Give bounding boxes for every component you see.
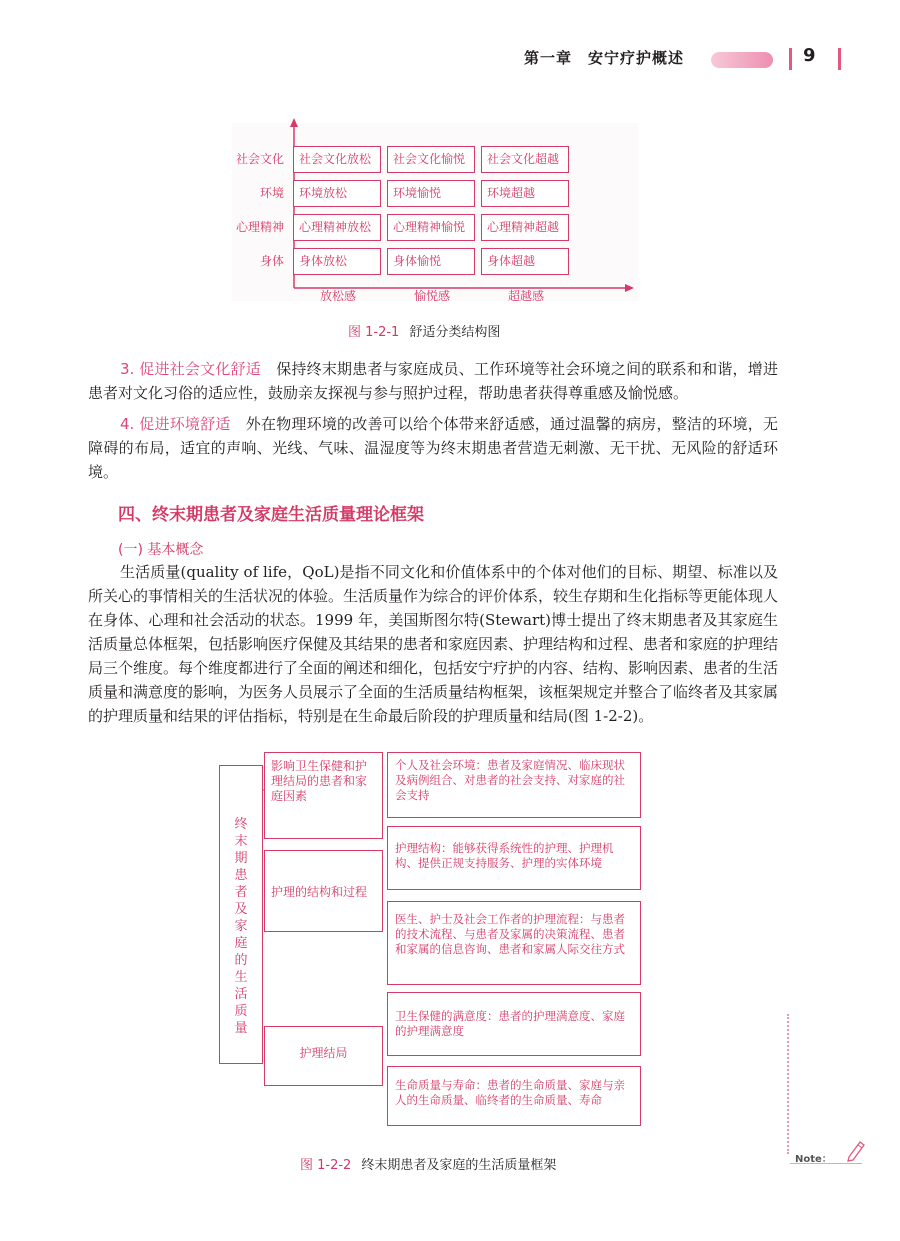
- cell-body-relax: 身体放松: [293, 248, 381, 275]
- header-decor-bar: [711, 52, 773, 68]
- framework-root-label: 终末期患者及家庭的生活质量: [234, 817, 248, 1036]
- page-number: 9: [803, 45, 816, 66]
- detail-care-satisfaction: 卫生保健的满意度：患者的护理满意度、家庭的护理满意度: [387, 992, 641, 1056]
- note-margin-line: [787, 1014, 789, 1154]
- cell-social-relax: 社会文化放松: [293, 146, 381, 173]
- note-underline: [790, 1163, 862, 1164]
- figure2-caption: [300, 1154, 556, 1173]
- framework-root-box: [219, 765, 263, 1064]
- detail-social-environment: 个人及社会环境：患者及家庭情况、临床现状及病例组合、对患者的社会支持、对家庭的社会支持: [387, 752, 641, 818]
- dimension-outcome-box: [264, 1026, 383, 1086]
- cell-psycho-relax: 心理精神放松: [293, 214, 381, 241]
- dimension-process-box: [264, 850, 383, 932]
- figure1-caption-text: 舒适分类结构图: [409, 325, 501, 340]
- detail-care-process: 医生、护士及社会工作者的护理流程：与患者的技术流程、与患者及家属的决策流程、患者和家属的信息咨询、患者和家属人际交往方式: [387, 901, 641, 985]
- cell-body-ease: 身体愉悦: [387, 248, 475, 275]
- figure2-caption-text: 终末期患者及家庭的生活质量框架: [361, 1158, 557, 1173]
- cell-body-transcend: 身体超越: [481, 248, 569, 275]
- paragraph-text: 外在物理环境的改善可以给个体带来舒适感，通过温馨的病房，整洁的环境，无障碍的布局，适宜的声响、光线、气味、温湿度等为终末期患者营造无刺激、无干扰、无风险的舒适环境。: [88, 415, 778, 481]
- paragraph-text: 保持终末期患者与家庭成员、工作环境等社会环境之间的联系和和谐，增进患者对文化习俗的适应性，鼓励亲友探视与参与照护过程，帮助患者获得尊重感及愉悦感。: [88, 360, 778, 402]
- dimension-outcome-label: 护理结局: [299, 1046, 348, 1060]
- section-heading: 四、终末期患者及家庭生活质量理论框架: [118, 505, 424, 525]
- subsection-heading: (一) 基本概念: [118, 542, 204, 558]
- cell-social-ease: 社会文化愉悦: [387, 146, 475, 173]
- dimension-factors-box: [264, 752, 383, 839]
- note-label: Note：: [795, 1154, 832, 1165]
- paragraph-concept: 生活质量(quality of life，QoL)是指不同文化和价值体系中的个体对他们的目标、期望、标准以及所关心的事情相关的生活状况的体验。生活质量作为综合的评价体系，较生存期和生化指标等更能体现人在身体、心理和社会活动的状态。1999 年，美国斯图尔特(Stewart)博士提出了终末期患者及其家庭生活质量总体框架，包括影响医疗保健及其结果的患者和家庭因素、护理结构和过程、患者和家庭的护理结局三个维度。每个维度都进行了全面的阐述和细化，包括安宁疗护的内容、结构、影响因素、患者的生活质量和满意度的影响，为医务人员展示了全面的生活质量结构框架，该框架规定并整合了临终者及其家属的护理质量和结果的评估指标，特别是在生命最后阶段的护理质量和结局(图 1-2-2)。: [88, 563, 779, 725]
- col-label-relax: 放松感: [319, 289, 356, 303]
- figure1-caption: [348, 321, 500, 340]
- chapter-title: 第一章 安宁疗护概述: [524, 49, 685, 67]
- pencil-icon: [845, 1138, 867, 1162]
- col-label-transcend: 超越感: [507, 289, 544, 303]
- header-divider-right: [838, 48, 841, 70]
- dimension-factors-label: 影响卫生保健和护理结局的患者和家庭因素: [271, 759, 368, 803]
- cell-env-ease: 环境愉悦: [387, 180, 475, 207]
- row-label-environment: 环境: [259, 186, 284, 200]
- detail-quality-of-life: 生命质量与寿命：患者的生命质量、家庭与亲人的生命质量、临终者的生命质量、寿命: [387, 1066, 641, 1126]
- detail-care-structure: 护理结构：能够获得系统性的护理、护理机构、提供正规支持服务、护理的实体环境: [387, 826, 641, 890]
- cell-psycho-transcend: 心理精神超越: [481, 214, 569, 241]
- paragraph-social-comfort: [88, 357, 778, 405]
- row-label-social: 社会文化: [235, 152, 284, 166]
- cell-env-transcend: 环境超越: [481, 180, 569, 207]
- paragraph-lead: 3. 促进社会文化舒适: [120, 360, 261, 378]
- cell-psycho-ease: 心理精神愉悦: [387, 214, 475, 241]
- col-label-ease: 愉悦感: [413, 289, 450, 303]
- row-label-psycho: 心理精神: [235, 220, 284, 234]
- cell-env-relax: 环境放松: [293, 180, 381, 207]
- figure1-caption-number: 图 1-2-1: [348, 325, 400, 340]
- figure2-caption-number: 图 1-2-2: [300, 1158, 352, 1173]
- paragraph-environment-comfort: [88, 412, 778, 484]
- cell-social-transcend: 社会文化超越: [481, 146, 569, 173]
- row-label-body: 身体: [259, 254, 284, 268]
- dimension-process-label: 护理的结构和过程: [271, 885, 368, 899]
- header-divider: [789, 48, 792, 70]
- paragraph-lead: 4. 促进环境舒适: [120, 415, 231, 433]
